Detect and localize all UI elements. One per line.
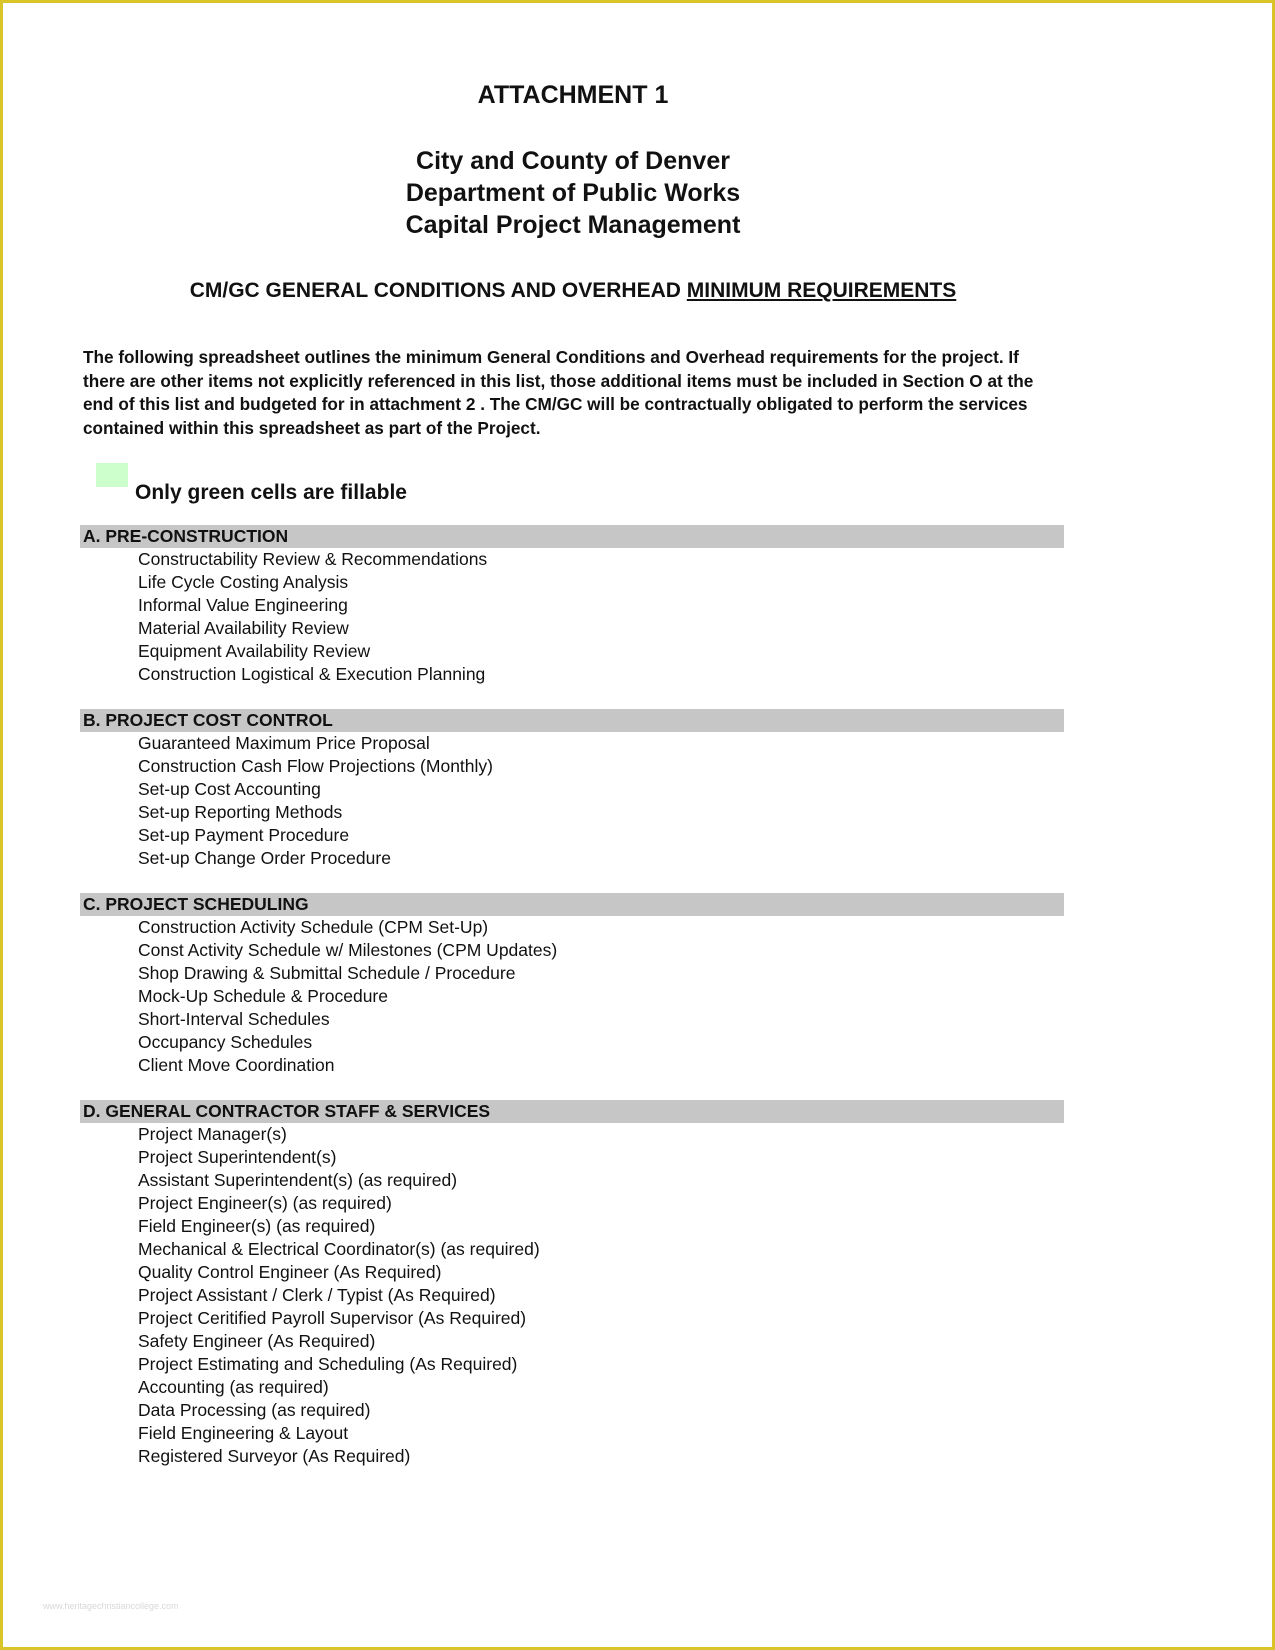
list-item: Field Engineering & Layout: [138, 1423, 349, 1443]
section: [80, 709, 1064, 870]
organization-block: [3, 145, 1143, 241]
list-item: Project Ceritified Payroll Supervisor (As Required): [138, 1308, 527, 1328]
section-items: [80, 548, 1064, 686]
section-items: [80, 916, 1064, 1077]
org-line-department: Department of Public Works: [405, 179, 741, 207]
org-line-division: Capital Project Management: [405, 211, 741, 239]
attachment-title: ATTACHMENT 1: [477, 81, 669, 109]
list-item: Client Move Coordination: [138, 1055, 335, 1075]
watermark: www.heritagechristiancollege.com: [43, 1601, 179, 1611]
list-item: Guaranteed Maximum Price Proposal: [138, 733, 430, 753]
list-item: Construction Logistical & Execution Planning: [138, 664, 486, 684]
list-item: Project Manager(s): [138, 1124, 287, 1144]
list-item: Constructability Review & Recommendations: [138, 549, 488, 569]
section-header: C. PROJECT SCHEDULING: [80, 893, 1064, 916]
list-item: Construction Cash Flow Projections (Monthly): [138, 756, 493, 776]
fillable-legend-text: Only green cells are fillable: [135, 481, 407, 504]
list-item: Mock-Up Schedule & Procedure: [138, 986, 388, 1006]
list-item: Quality Control Engineer (As Required): [138, 1262, 442, 1282]
list-item: Mechanical & Electrical Coordinator(s) (as required): [138, 1239, 540, 1259]
list-item: Informal Value Engineering: [138, 595, 348, 615]
list-item: Set-up Reporting Methods: [138, 802, 343, 822]
list-item: Set-up Cost Accounting: [138, 779, 321, 799]
list-item: Project Superintendent(s): [138, 1147, 337, 1167]
list-item: Material Availability Review: [138, 618, 349, 638]
list-item: Construction Activity Schedule (CPM Set-Up): [138, 917, 489, 937]
section-header: B. PROJECT COST CONTROL: [80, 709, 1064, 732]
org-line-city: City and County of Denver: [416, 147, 730, 175]
list-item: Life Cycle Costing Analysis: [138, 572, 349, 592]
list-item: Equipment Availability Review: [138, 641, 371, 661]
fillable-legend-swatch: [96, 463, 128, 487]
intro-paragraph: The following spreadsheet outlines the minimum General Conditions and Overhead requirements for the project. If there are other items not explicitly referenced in this list, those additional items must be included in Section O at the end of this list and budgeted for in attachment 2 . The CM/GC will be contractually obligated to perform the services contained within this spreadsheet as part of the Project.: [83, 347, 1034, 438]
section: [80, 525, 1064, 686]
list-item: Occupancy Schedules: [138, 1032, 313, 1052]
list-item: Safety Engineer (As Required): [138, 1331, 376, 1351]
list-item: Const Activity Schedule w/ Milestones (CPM Updates): [138, 940, 558, 960]
section-header: A. PRE-CONSTRUCTION: [80, 525, 1064, 548]
section-items: [80, 1123, 1064, 1468]
section-header: D. GENERAL CONTRACTOR STAFF & SERVICES: [80, 1100, 1064, 1123]
list-item: Project Assistant / Clerk / Typist (As Required): [138, 1285, 496, 1305]
list-item: Shop Drawing & Submittal Schedule / Procedure: [138, 963, 516, 983]
document-subtitle: [3, 279, 1143, 303]
list-item: Registered Surveyor (As Required): [138, 1446, 411, 1466]
list-item: Project Engineer(s) (as required): [138, 1193, 392, 1213]
list-item: Set-up Payment Procedure: [138, 825, 350, 845]
subtitle-underlined: MINIMUM REQUIREMENTS: [686, 279, 957, 302]
section: [80, 1100, 1064, 1468]
list-item: Data Processing (as required): [138, 1400, 371, 1420]
list-item: Field Engineer(s) (as required): [138, 1216, 376, 1236]
list-item: Project Estimating and Scheduling (As Required): [138, 1354, 518, 1374]
requirements-list: [80, 525, 1064, 1491]
subtitle-plain: CM/GC GENERAL CONDITIONS AND OVERHEAD: [189, 279, 687, 302]
list-item: Set-up Change Order Procedure: [138, 848, 391, 868]
list-item: Short-Interval Schedules: [138, 1009, 330, 1029]
section-items: [80, 732, 1064, 870]
list-item: Assistant Superintendent(s) (as required): [138, 1170, 458, 1190]
list-item: Accounting (as required): [138, 1377, 329, 1397]
section: [80, 893, 1064, 1077]
